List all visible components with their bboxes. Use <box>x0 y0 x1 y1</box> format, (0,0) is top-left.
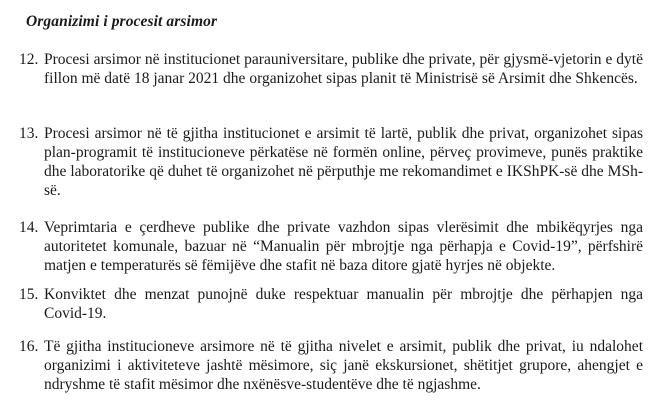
item-number: 15. <box>19 286 39 303</box>
item-number: 14. <box>19 219 39 236</box>
item-text: Të gjitha institucioneve arsimore në të gjitha nivelet e arsimit, publik dhe privat, iu ndalohet organizimi i aktiviteteve jashtë mësimore, siç janë ekskursionet, shëtitjet grupore, ahengjet e ndryshme të stafit mësimor dhe nxënësve-studentëve dhe të ngjashme. <box>44 338 643 393</box>
section-heading: Organizimi i procesit arsimor <box>26 13 218 30</box>
list-item-16 <box>19 337 643 394</box>
list-item-13 <box>19 124 643 200</box>
item-text: Procesi arsimor në institucionet parauniversitare, publike dhe private, për gjysmë-vjetorin e dytë fillon më datë 18 janar 2021 dhe organizohet sipas planit të Ministrisë së Arsimit dhe Shkencës. <box>44 51 643 87</box>
item-number: 16. <box>19 338 39 355</box>
list-item-12 <box>19 50 643 88</box>
item-number: 12. <box>19 51 39 68</box>
item-number: 13. <box>19 125 39 142</box>
list-item-15 <box>19 285 643 323</box>
item-text: Konviktet dhe menzat punojnë duke respektuar manualin për mbrojtje dhe përhapjen nga Covid-19. <box>44 286 643 322</box>
list-item-14 <box>19 218 643 275</box>
item-text: Veprimtaria e çerdheve publike dhe private vazhdon sipas vlerësimit dhe mbikëqyrjes nga autoritetet komunale, bazuar në “Manualin për mbrojtje nga përhapja e Covid-19”, përfshirë matjen e temperaturës së fëmijëve dhe stafit në baza ditore gjatë hyrjes në objekte. <box>44 219 643 274</box>
item-text: Procesi arsimor në të gjitha institucionet e arsimit të lartë, publik dhe privat, organizohet sipas plan-programit të institucioneve përkatëse në formën online, përveç provimeve, punës praktike dhe laboratorike që duhet të organizohet në përputhje me rekomandimet e IKShPK-së dhe MSh-së. <box>44 125 643 199</box>
